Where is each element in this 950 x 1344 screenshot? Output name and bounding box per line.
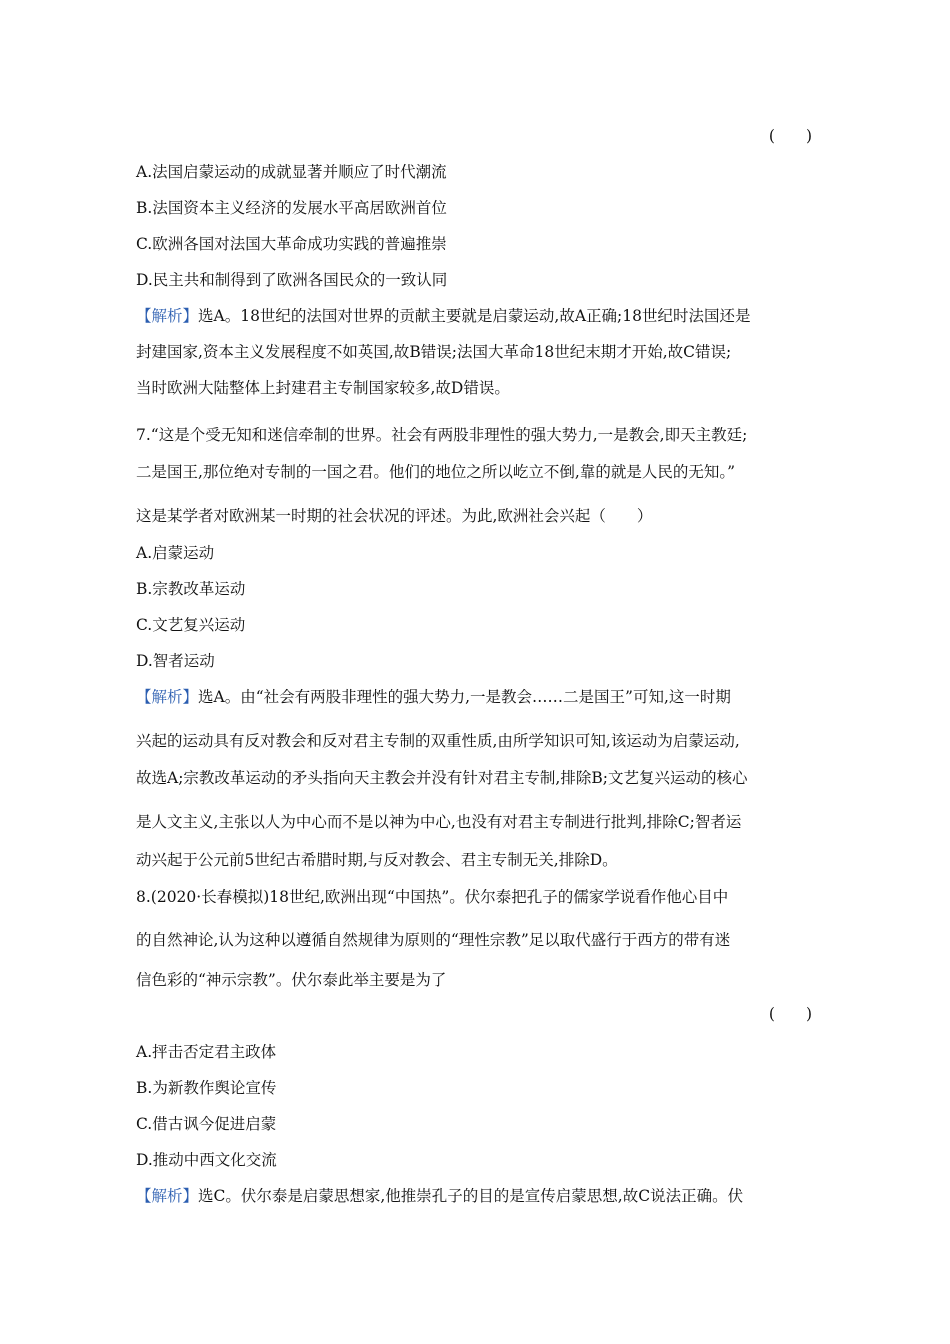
analysis-tag: 【解析】 xyxy=(136,307,199,325)
answer-paren: ( ) xyxy=(768,1005,812,1023)
analysis-line xyxy=(136,1186,816,1206)
question-8-line: 8.(2020·长春模拟)18世纪,欧洲出现“中国热”。伏尔泰把孔子的儒家学说看作他心目中 xyxy=(136,888,729,906)
option-a: A.法国启蒙运动的成就显著并顺应了时代潮流 xyxy=(136,163,447,181)
analysis-text: 选A。18世纪的法国对世界的贡献主要就是启蒙运动,故A正确;18世纪时法国还是 xyxy=(198,307,751,325)
option-d: D.民主共和制得到了欧洲各国民众的一致认同 xyxy=(136,271,448,289)
analysis-line xyxy=(136,306,816,326)
option-b: B.法国资本主义经济的发展水平高居欧洲首位 xyxy=(136,199,447,217)
answer-paren: ( ) xyxy=(768,127,812,145)
option-c: C.借古讽今促进启蒙 xyxy=(136,1115,277,1133)
analysis-line: 故选A;宗教改革运动的矛头指向天主教会并没有针对君主专制,排除B;文艺复兴运动的核心 xyxy=(136,769,748,787)
analysis-text: 选C。伏尔泰是启蒙思想家,他推崇孔子的目的是宣传启蒙思想,故C说法正确。伏 xyxy=(198,1187,744,1205)
option-a: A.抨击否定君主政体 xyxy=(136,1043,277,1061)
analysis-line: 封建国家,资本主义发展程度不如英国,故B错误;法国大革命18世纪末期才开始,故C错误; xyxy=(136,343,732,361)
question-7-line: 二是国王,那位绝对专制的一国之君。他们的地位之所以屹立不倒,靠的就是人民的无知。” xyxy=(136,463,736,481)
analysis-text: 选A。由“社会有两股非理性的强大势力,一是教会……二是国王”可知,这一时期 xyxy=(198,688,731,706)
option-a: A.启蒙运动 xyxy=(136,544,215,562)
question-8-line: 的自然神论,认为这种以遵循自然规律为原则的“理性宗教”足以取代盛行于西方的带有迷 xyxy=(136,931,731,949)
question-7-line: 这是某学者对欧洲某一时期的社会状况的评述。为此,欧洲社会兴起（ ） xyxy=(136,507,653,525)
option-d: D.智者运动 xyxy=(136,652,215,670)
question-7-line: 7.“这是个受无知和迷信牵制的世界。社会有两股非理性的强大势力,一是教会,即天主教廷; xyxy=(136,426,748,444)
option-b: B.为新教作舆论宣传 xyxy=(136,1079,277,1097)
analysis-line: 兴起的运动具有反对教会和反对君主专制的双重性质,由所学知识可知,该运动为启蒙运动, xyxy=(136,732,740,750)
option-c: C.欧洲各国对法国大革命成功实践的普遍推崇 xyxy=(136,235,447,253)
analysis-tag: 【解析】 xyxy=(136,688,199,706)
option-b: B.宗教改革运动 xyxy=(136,580,246,598)
option-d: D.推动中西文化交流 xyxy=(136,1151,277,1169)
option-c: C.文艺复兴运动 xyxy=(136,616,246,634)
analysis-tag: 【解析】 xyxy=(136,1187,199,1205)
analysis-line xyxy=(136,687,816,707)
analysis-line: 当时欧洲大陆整体上封建君主专制国家较多,故D错误。 xyxy=(136,379,510,397)
analysis-line: 是人文主义,主张以人为中心而不是以神为中心,也没有对君主专制进行批判,排除C;智者运 xyxy=(136,813,742,831)
analysis-line: 动兴起于公元前5世纪古希腊时期,与反对教会、君主专制无关,排除D。 xyxy=(136,851,618,869)
question-8-line: 信色彩的“神示宗教”。伏尔泰此举主要是为了 xyxy=(136,971,447,989)
